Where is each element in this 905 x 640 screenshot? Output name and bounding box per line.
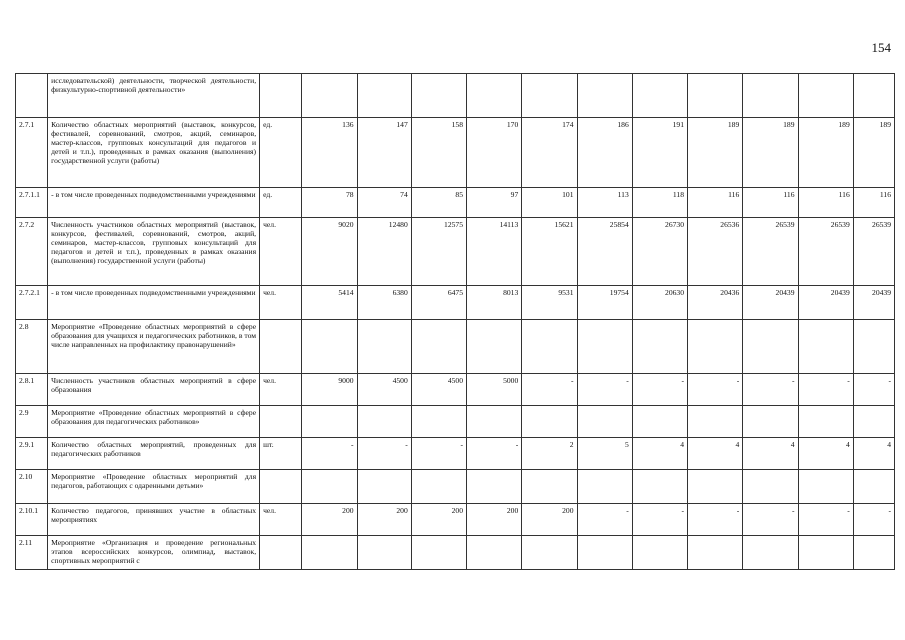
row-number [16, 74, 48, 118]
value-cell [357, 470, 411, 504]
value-cell [467, 74, 522, 118]
value-cell: 26539 [853, 218, 894, 286]
value-cell [411, 536, 466, 570]
value-cell: 26730 [632, 218, 687, 286]
row-description: Количество областных мероприятий, проведенных для педагогических работников [48, 438, 260, 470]
value-cell [302, 406, 357, 438]
value-cell: 4 [853, 438, 894, 470]
value-cell [411, 406, 466, 438]
value-cell: 12575 [411, 218, 466, 286]
value-cell: - [853, 374, 894, 406]
value-cell [522, 470, 577, 504]
value-cell: 5 [577, 438, 632, 470]
page-number: 154 [871, 40, 891, 55]
value-cell: 12480 [357, 218, 411, 286]
value-cell [411, 74, 466, 118]
row-description: Численность участников областных мероприятий (выставок, конкурсов, фестивалей, соревнований, смотров, акций, семинаров, мастер-классов, групповых консультаций для педагогов и детей и т.п.), проведенных в рамках оказания (выполнения) государственной услуги (работы) [48, 218, 260, 286]
row-unit [260, 536, 302, 570]
value-cell: 170 [467, 118, 522, 188]
row-number: 2.10.1 [16, 504, 48, 536]
value-cell: 118 [632, 188, 687, 218]
value-cell [522, 320, 577, 374]
row-description: Мероприятие «Проведение областных мероприятий в сфере образования для учащихся и педагогических работников, в том числе направленных на профилактику правонарушений» [48, 320, 260, 374]
table-row [16, 218, 895, 286]
row-number: 2.9 [16, 406, 48, 438]
value-cell [853, 74, 894, 118]
value-cell [302, 320, 357, 374]
row-description: Мероприятие «Проведение областных мероприятий для педагогов, работающих с одаренными детьми» [48, 470, 260, 504]
row-description: Численность участников областных мероприятий в сфере образования [48, 374, 260, 406]
value-cell: 147 [357, 118, 411, 188]
value-cell: 78 [302, 188, 357, 218]
table-row [16, 320, 895, 374]
row-number: 2.10 [16, 470, 48, 504]
row-unit: чел. [260, 286, 302, 320]
row-number: 2.7.2.1 [16, 286, 48, 320]
value-cell [632, 406, 687, 438]
table-row [16, 536, 895, 570]
indicators-table [15, 73, 895, 570]
row-unit [260, 320, 302, 374]
value-cell: 26539 [743, 218, 798, 286]
value-cell [853, 470, 894, 504]
value-cell: 20439 [743, 286, 798, 320]
value-cell: - [577, 374, 632, 406]
row-description: Количество областных мероприятий (выставок, конкурсов, фестивалей, соревнований, смотров, акций, семинаров, мастер-классов, групповых консультаций для педагогов и детей и т.п.), проведенных в рамках оказания (выполнения) государственной услуги (работы) [48, 118, 260, 188]
table-row [16, 286, 895, 320]
row-number: 2.8 [16, 320, 48, 374]
value-cell: 26539 [798, 218, 853, 286]
value-cell: 5414 [302, 286, 357, 320]
value-cell: 9000 [302, 374, 357, 406]
table-row [16, 118, 895, 188]
row-description: Количество педагогов, принявших участие в областных мероприятиях [48, 504, 260, 536]
value-cell [632, 470, 687, 504]
value-cell: 158 [411, 118, 466, 188]
row-number: 2.9.1 [16, 438, 48, 470]
value-cell: - [632, 504, 687, 536]
value-cell [853, 320, 894, 374]
table-row [16, 406, 895, 438]
value-cell: - [577, 504, 632, 536]
value-cell [522, 74, 577, 118]
value-cell [577, 320, 632, 374]
value-cell: 5000 [467, 374, 522, 406]
row-number: 2.11 [16, 536, 48, 570]
value-cell: - [798, 504, 853, 536]
value-cell [853, 536, 894, 570]
table-row [16, 188, 895, 218]
value-cell: 200 [467, 504, 522, 536]
value-cell [632, 320, 687, 374]
value-cell [357, 406, 411, 438]
value-cell [688, 470, 743, 504]
value-cell [798, 320, 853, 374]
value-cell: 186 [577, 118, 632, 188]
value-cell: 6475 [411, 286, 466, 320]
value-cell [357, 74, 411, 118]
row-unit: чел. [260, 218, 302, 286]
value-cell: 15621 [522, 218, 577, 286]
row-unit: чел. [260, 504, 302, 536]
value-cell [411, 320, 466, 374]
value-cell: - [743, 504, 798, 536]
value-cell [743, 406, 798, 438]
row-unit: ед. [260, 188, 302, 218]
value-cell [632, 74, 687, 118]
value-cell [743, 320, 798, 374]
value-cell [798, 74, 853, 118]
value-cell: 113 [577, 188, 632, 218]
row-number: 2.7.1.1 [16, 188, 48, 218]
value-cell [798, 470, 853, 504]
value-cell: 26536 [688, 218, 743, 286]
value-cell: - [798, 374, 853, 406]
value-cell: 20436 [688, 286, 743, 320]
value-cell: 189 [798, 118, 853, 188]
value-cell: 4 [798, 438, 853, 470]
value-cell: 189 [688, 118, 743, 188]
table-row [16, 470, 895, 504]
value-cell: 4 [632, 438, 687, 470]
row-unit [260, 470, 302, 504]
row-unit: ед. [260, 118, 302, 188]
value-cell [743, 74, 798, 118]
value-cell: - [467, 438, 522, 470]
row-unit: шт. [260, 438, 302, 470]
value-cell: 174 [522, 118, 577, 188]
value-cell: - [411, 438, 466, 470]
value-cell: 19754 [577, 286, 632, 320]
value-cell [688, 406, 743, 438]
row-description: Мероприятие «Проведение областных мероприятий в сфере образования для педагогических работников» [48, 406, 260, 438]
value-cell [577, 536, 632, 570]
row-description: Мероприятие «Организация и проведение региональных этапов всероссийских конкурсов, олимпиад, выставок, спортивных мероприятий с [48, 536, 260, 570]
value-cell: - [302, 438, 357, 470]
value-cell: 116 [743, 188, 798, 218]
value-cell: 2 [522, 438, 577, 470]
value-cell: 4500 [357, 374, 411, 406]
value-cell: 136 [302, 118, 357, 188]
value-cell [302, 74, 357, 118]
value-cell: 189 [743, 118, 798, 188]
value-cell: 20439 [853, 286, 894, 320]
value-cell: 85 [411, 188, 466, 218]
value-cell: 116 [688, 188, 743, 218]
value-cell: 200 [357, 504, 411, 536]
value-cell: 25854 [577, 218, 632, 286]
row-description: исследовательской) деятельности, творческой деятельности, физкультурно-спортивной деятельности» [48, 74, 260, 118]
value-cell: 4 [743, 438, 798, 470]
value-cell: 14113 [467, 218, 522, 286]
value-cell [467, 406, 522, 438]
value-cell [743, 536, 798, 570]
value-cell [467, 536, 522, 570]
value-cell: 20630 [632, 286, 687, 320]
value-cell: 116 [798, 188, 853, 218]
value-cell: - [688, 374, 743, 406]
value-cell: - [688, 504, 743, 536]
value-cell: 200 [411, 504, 466, 536]
row-description: - в том числе проведенных подведомственными учреждениями [48, 188, 260, 218]
value-cell [522, 536, 577, 570]
value-cell: 101 [522, 188, 577, 218]
row-number: 2.7.1 [16, 118, 48, 188]
table-row [16, 374, 895, 406]
value-cell [853, 406, 894, 438]
value-cell [688, 320, 743, 374]
table-row [16, 438, 895, 470]
value-cell [357, 320, 411, 374]
value-cell [577, 470, 632, 504]
value-cell: 8013 [467, 286, 522, 320]
value-cell: 4500 [411, 374, 466, 406]
value-cell [467, 320, 522, 374]
value-cell: 4 [688, 438, 743, 470]
value-cell [467, 470, 522, 504]
row-description: - в том числе проведенных подведомственными учреждениями [48, 286, 260, 320]
value-cell: - [743, 374, 798, 406]
value-cell: 200 [522, 504, 577, 536]
value-cell [357, 536, 411, 570]
value-cell: - [357, 438, 411, 470]
value-cell [577, 406, 632, 438]
value-cell [688, 536, 743, 570]
row-number: 2.7.2 [16, 218, 48, 286]
table-row [16, 74, 895, 118]
row-number: 2.8.1 [16, 374, 48, 406]
value-cell [522, 406, 577, 438]
value-cell: 9020 [302, 218, 357, 286]
value-cell [577, 74, 632, 118]
value-cell: 74 [357, 188, 411, 218]
value-cell: 97 [467, 188, 522, 218]
value-cell: 200 [302, 504, 357, 536]
value-cell [302, 536, 357, 570]
row-unit [260, 74, 302, 118]
row-unit [260, 406, 302, 438]
value-cell: 9531 [522, 286, 577, 320]
value-cell: 6380 [357, 286, 411, 320]
value-cell [798, 406, 853, 438]
value-cell: 116 [853, 188, 894, 218]
value-cell [688, 74, 743, 118]
value-cell [798, 536, 853, 570]
value-cell [632, 536, 687, 570]
table-row [16, 504, 895, 536]
value-cell: 189 [853, 118, 894, 188]
value-cell: - [853, 504, 894, 536]
value-cell: 20439 [798, 286, 853, 320]
value-cell [743, 470, 798, 504]
row-unit: чел. [260, 374, 302, 406]
value-cell [411, 470, 466, 504]
value-cell: - [632, 374, 687, 406]
value-cell: 191 [632, 118, 687, 188]
value-cell [302, 470, 357, 504]
value-cell: - [522, 374, 577, 406]
